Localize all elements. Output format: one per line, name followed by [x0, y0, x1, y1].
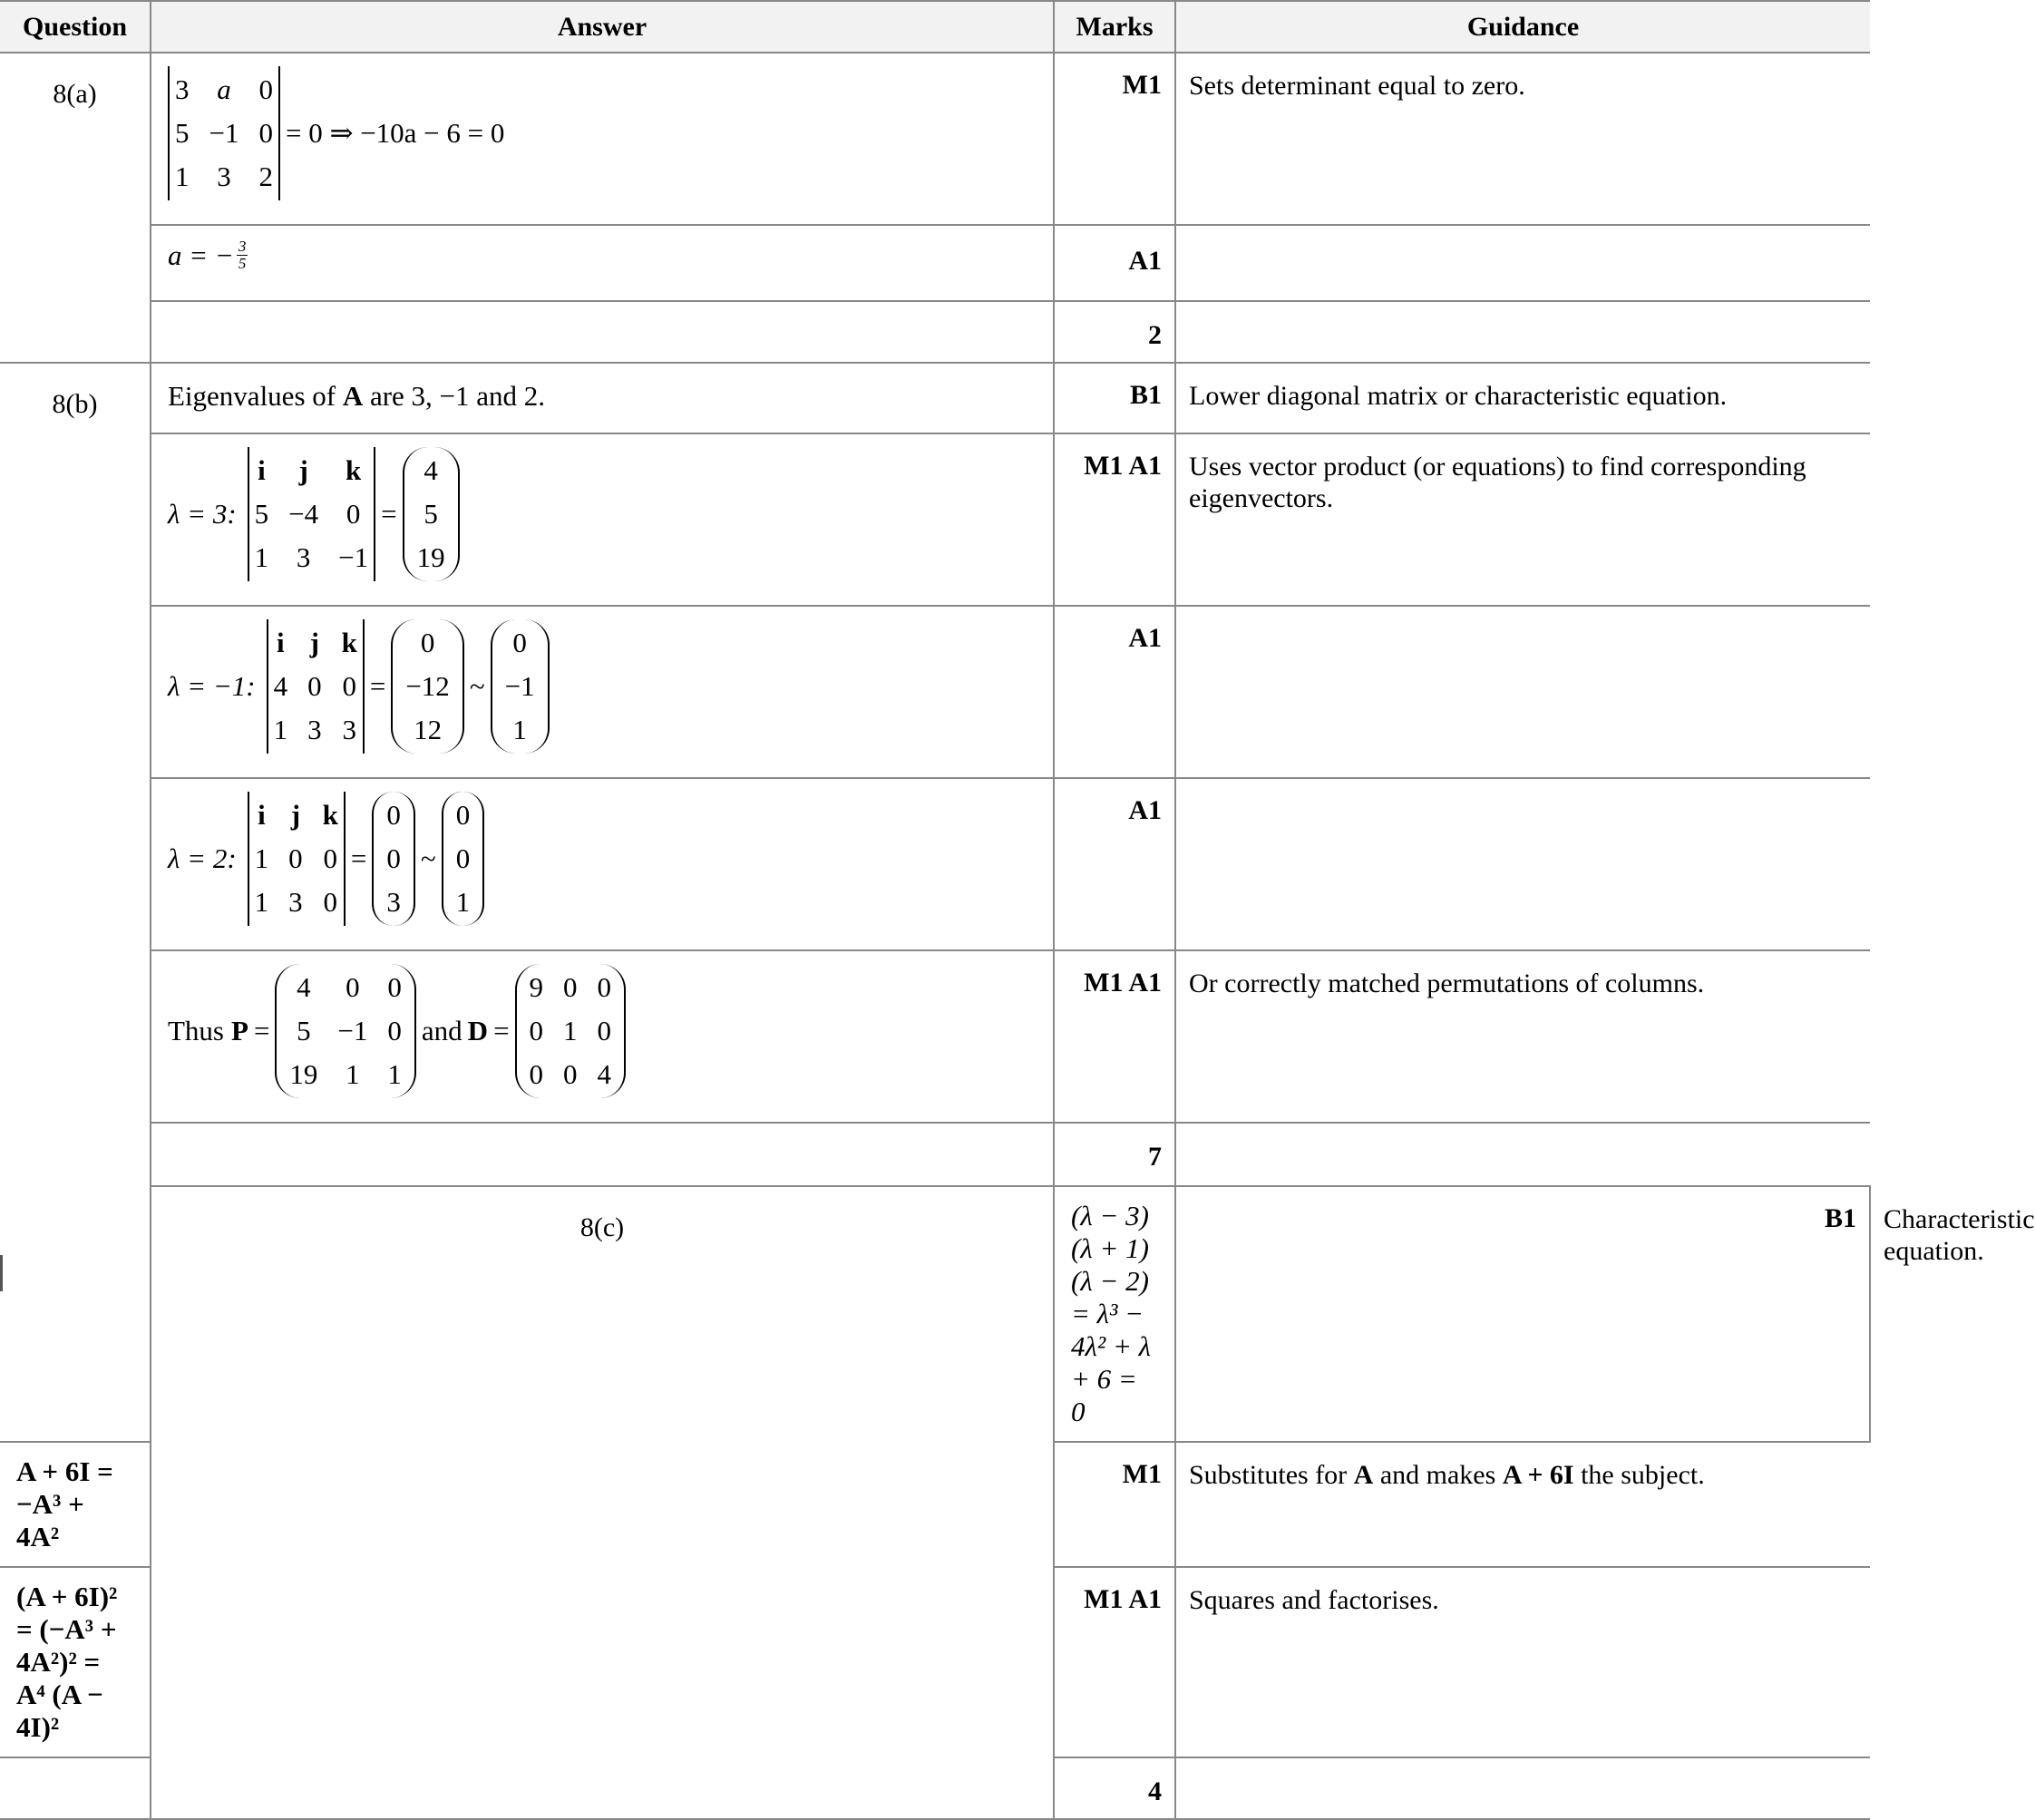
matrix-entry: 0: [307, 670, 322, 702]
matrix-a-symbol: A: [342, 380, 364, 412]
matrix-entry: 0: [529, 1015, 544, 1046]
matrix-entry: 0: [529, 1058, 544, 1090]
eigenvalues-post: are 3, −1 and 2.: [363, 380, 546, 412]
lambda-2-determinant: [248, 792, 346, 926]
matrix-entry: −1: [209, 117, 239, 149]
part-b-row-lambda-3: [0, 433, 1870, 606]
guidance-b-eig: Lower diagonal matrix or characteristic equation.: [1175, 363, 1870, 433]
answer-b-blank: [151, 1123, 1054, 1186]
header-marks: Marks: [1054, 1, 1175, 53]
guidance-c-blank: [1175, 1757, 1870, 1819]
fraction: [237, 238, 248, 272]
guidance-c3: Squares and factorises.: [1175, 1567, 1870, 1757]
matrix-entry: 1: [512, 714, 527, 745]
matrix-entry: 3: [175, 73, 190, 105]
matrix-entry: i: [258, 799, 266, 831]
matrix-entry: 3: [288, 886, 303, 918]
lambda-2-eigenvector: [442, 792, 485, 926]
part-a-row-1: [0, 53, 1870, 225]
and-text: and: [421, 1015, 462, 1046]
determinant-matrix: [168, 66, 280, 200]
matrix-entry: k: [346, 454, 362, 486]
matrix-entry: 3: [217, 161, 231, 192]
answer-p-d: Thus P = 4 0 0 5 −1 0 19 1 1 and D = 9 0 0 0 1 0 0 0 4: [151, 950, 1054, 1123]
total-a: 2: [1054, 301, 1175, 363]
answer-determinant-a: [151, 53, 1054, 225]
matrix-entry: 4: [297, 971, 311, 1003]
answer-lambda-minus-1: λ = −1: i j k 4 0 0 1 3 3 = 0 −12 12 ~ 0 −1 1: [151, 606, 1054, 778]
matrix-entry: 5: [254, 498, 269, 530]
matrix-entry: 0: [258, 117, 273, 149]
matrix-entry: −1: [504, 670, 535, 702]
matrix-entry: j: [290, 799, 301, 831]
part-b-row-p-d: [0, 950, 1870, 1123]
matrix-entry: 0: [323, 886, 338, 918]
lambda-3-label: λ = 3:: [168, 498, 237, 530]
guidance-c2-mid: and makes: [1373, 1460, 1503, 1490]
fraction-denominator: 5: [238, 255, 247, 272]
matrix-entry: 0: [323, 842, 338, 874]
matrix-entry: 19: [289, 1058, 318, 1090]
matrix-entry: 4: [273, 670, 288, 702]
guidance-c2: [1175, 1442, 1870, 1567]
matrix-entry: −12: [405, 670, 450, 702]
lambda-minus-1-eigenvector: [491, 619, 550, 754]
matrix-entry: −1: [337, 1015, 368, 1046]
matrix-entry: 0: [288, 842, 303, 874]
mark-b-eig: B1: [1054, 363, 1175, 433]
matrix-entry: 1: [346, 1058, 360, 1090]
matrix-entry: 12: [414, 714, 443, 745]
matrix-entry: a: [217, 73, 231, 105]
answer-c-blank: [0, 1757, 151, 1819]
question-label-8a: 8(a): [0, 53, 151, 363]
a-lhs: a = −: [168, 238, 234, 271]
part-a-row-2: [0, 225, 1870, 301]
mark-a2: A1: [1054, 225, 1175, 301]
eigenvalues-pre: Eigenvalues of: [168, 380, 343, 412]
mark-b-l3: M1 A1: [1054, 433, 1175, 606]
matrix-entry: 0: [563, 1058, 578, 1090]
guidance-c2-expr: A + 6I: [1502, 1460, 1574, 1490]
determinant-equation: = 0 ⇒ −10a − 6 = 0: [285, 117, 505, 149]
characteristic-equation: (λ − 3)(λ + 1)(λ − 2) = λ³ − 4λ² + λ + 6 = 0: [1071, 1200, 1152, 1427]
question-label-8c: 8(c): [151, 1186, 1054, 1819]
matrix-entry: 0: [420, 627, 435, 658]
matrix-entry: 2: [258, 161, 273, 192]
answer-characteristic-eq: [1054, 1186, 1175, 1442]
fraction-numerator: 3: [238, 238, 247, 255]
matrix-entry: 1: [254, 541, 269, 573]
guidance-c2-a: A: [1353, 1460, 1374, 1490]
matrix-entry: 5: [424, 498, 438, 530]
guidance-b-l3: Uses vector product (or equations) to find corresponding eigenvectors.: [1175, 433, 1870, 606]
matrix-entry: −4: [288, 498, 319, 530]
matrix-entry: 1: [455, 886, 471, 918]
mark-b-lm1: A1: [1054, 606, 1175, 778]
matrix-entry: 0: [455, 799, 471, 831]
guidance-a-blank: [1175, 301, 1870, 363]
lambda-3-determinant: [248, 447, 375, 581]
matrix-entry: j: [309, 627, 319, 658]
matrix-entry: 1: [254, 886, 269, 918]
a-plus-6i-equation: A + 6I = −A³ + 4A²: [16, 1455, 113, 1552]
matrix-entry: 4: [424, 454, 438, 486]
matrix-entry: 1: [273, 714, 288, 745]
part-b-row-eigenvalues: [0, 363, 1870, 433]
lambda-2-label: λ = 2:: [168, 842, 237, 874]
matrix-entry: 0: [387, 1015, 402, 1046]
matrix-entry: 0: [387, 971, 402, 1003]
lambda-minus-1-label: λ = −1:: [168, 670, 256, 702]
matrix-entry: 0: [597, 971, 612, 1003]
matrix-entry: 0: [346, 971, 360, 1003]
header-answer: Answer: [151, 1, 1054, 53]
matrix-entry: 4: [597, 1058, 612, 1090]
matrix-entry: 0: [455, 842, 471, 874]
answer-a-blank: [151, 301, 1054, 363]
guidance-a2: [1175, 225, 1870, 301]
part-b-row-lambda-minus-1: [0, 606, 1870, 778]
mark-b-l2: A1: [1054, 778, 1175, 950]
matrix-entry: 3: [342, 714, 356, 745]
matrix-entry: 3: [386, 886, 401, 918]
part-c-row-char: 8(c) (λ − 3)(λ + 1)(λ − 2) = λ³ − 4λ² + λ + 6 = 0 B1 Characteristic equation.: [0, 1186, 1870, 1442]
matrix-entry: 3: [307, 714, 322, 745]
matrix-entry: j: [298, 454, 308, 486]
matrix-entry: 0: [563, 971, 578, 1003]
answer-lambda-3: λ = 3: i j k 5 −4 0 1 3 −1 = 4 5 19: [151, 433, 1054, 606]
lambda-minus-1-determinant: [267, 619, 365, 754]
matrix-entry: 1: [175, 161, 190, 192]
question-label-8b: 8(b): [0, 363, 151, 1442]
thus-text: Thus: [168, 1015, 224, 1046]
answer-squared: [0, 1567, 151, 1757]
matrix-entry: 5: [297, 1015, 311, 1046]
total-c: 4: [1054, 1757, 1175, 1819]
matrix-entry: 0: [386, 799, 401, 831]
header-question: Question: [0, 1, 151, 53]
total-b: 7: [1054, 1123, 1175, 1186]
guidance-b-pd: Or correctly matched permutations of columns.: [1175, 950, 1870, 1123]
mark-c3: M1 A1: [1054, 1567, 1175, 1757]
mark-c2: M1: [1054, 1442, 1175, 1567]
mark-c1: B1: [1175, 1186, 1870, 1442]
matrix-entry: k: [341, 627, 357, 658]
matrix-entry: i: [277, 627, 285, 658]
matrix-entry: 0: [597, 1015, 612, 1046]
matrix-entry: 0: [346, 498, 361, 530]
matrix-entry: i: [258, 454, 266, 486]
answer-a-value: [151, 225, 1054, 301]
matrix-entry: 0: [512, 627, 527, 658]
guidance-b-lm1: [1175, 606, 1870, 778]
matrix-entry: 0: [342, 670, 356, 702]
matrix-entry: 0: [386, 842, 401, 874]
header-guidance: Guidance: [1175, 1, 1870, 53]
p-symbol: P: [231, 1015, 248, 1046]
matrix-p: [275, 964, 415, 1098]
matrix-entry: 19: [416, 541, 445, 573]
matrix-entry: 1: [563, 1015, 578, 1046]
mark-b-pd: M1 A1: [1054, 950, 1175, 1123]
mark-a1: M1: [1054, 53, 1175, 225]
matrix-entry: k: [322, 799, 338, 831]
guidance-c2-post: the subject.: [1573, 1460, 1705, 1490]
lambda-3-eigenvector: [403, 447, 460, 581]
matrix-entry: 5: [175, 117, 190, 149]
answer-lambda-2: λ = 2: i j k 1 0 0 1 3 0 = 0 0 3 ~ 0 0 1: [151, 778, 1054, 950]
guidance-b-l2: [1175, 778, 1870, 950]
part-b-row-lambda-2: [0, 778, 1870, 950]
matrix-entry: 1: [387, 1058, 402, 1090]
part-b-total-row: [0, 1123, 1870, 1186]
matrix-entry: 9: [529, 971, 544, 1003]
part-a-total-row: [0, 301, 1870, 363]
squared-equation: (A + 6I)² = (−A³ + 4A²)² = A⁴ (A − 4I)²: [16, 1581, 118, 1743]
lambda-minus-1-vector: [391, 619, 463, 754]
matrix-entry: 3: [296, 541, 311, 573]
answer-eigenvalues: [151, 363, 1054, 433]
matrix-entry: 0: [258, 73, 273, 105]
guidance-a1: Sets determinant equal to zero.: [1175, 53, 1870, 225]
guidance-b-blank: [1175, 1123, 1870, 1186]
margin-tick: [0, 1255, 3, 1291]
d-symbol: D: [467, 1015, 489, 1046]
header-row: [0, 1, 1870, 53]
guidance-c2-pre: Substitutes for: [1189, 1460, 1354, 1490]
matrix-entry: −1: [338, 541, 369, 573]
lambda-2-vector: [372, 792, 415, 926]
matrix-d: [515, 964, 627, 1098]
matrix-entry: 1: [254, 842, 269, 874]
answer-substitution: [0, 1442, 151, 1567]
